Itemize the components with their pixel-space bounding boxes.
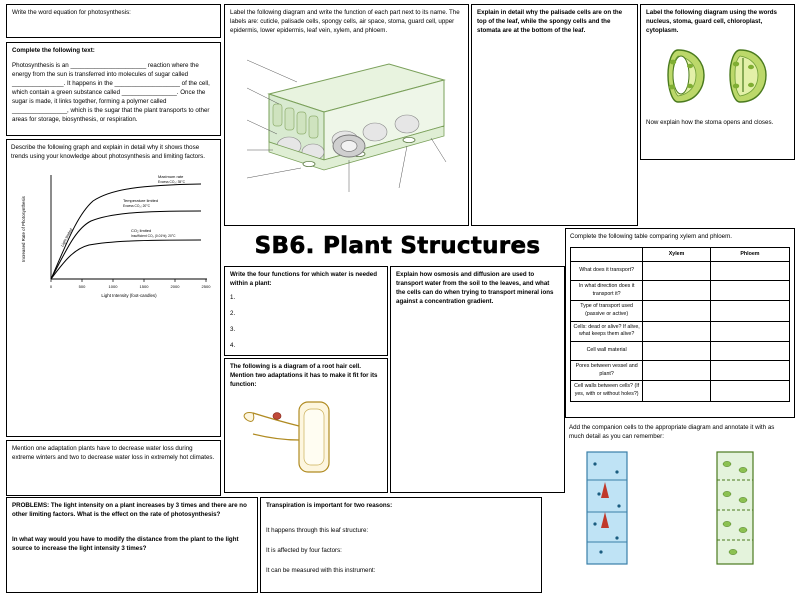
- root-hair-box: [224, 358, 388, 493]
- row-label: Cells: dead or alive? If alive, what keeps them alive?: [571, 321, 643, 341]
- cell-xylem[interactable]: [643, 342, 711, 361]
- table-header-row: [571, 247, 790, 261]
- cell-phloem[interactable]: [710, 301, 789, 321]
- water-functions-box: [224, 266, 388, 356]
- svg-text:500: 500: [78, 283, 86, 289]
- table-row: [571, 261, 790, 280]
- word-equation-text: Write the word equation for photosynthesis:: [12, 9, 131, 16]
- svg-text:Excess CO₂; 35°C: Excess CO₂; 35°C: [158, 179, 185, 184]
- comparison-table-box: [565, 228, 795, 418]
- water-functions-list: [230, 294, 382, 351]
- companion-cells-text: Add the companion cells to the appropriate diagram and annotate it with as much detail as you can remember:: [569, 424, 775, 440]
- cell-phloem[interactable]: [710, 321, 789, 341]
- row-label: Type of transport used (passive or active): [571, 301, 643, 321]
- list-item: 2.: [230, 309, 236, 317]
- row-label: In what direction does it transport it?: [571, 280, 643, 300]
- row-label: What does it transport?: [571, 261, 643, 280]
- photosynthesis-graph: [11, 167, 216, 303]
- xylem-phloem-diagrams: [569, 450, 791, 572]
- cell-xylem[interactable]: [643, 321, 711, 341]
- transpiration-heading: Transpiration is important for two reasons:: [266, 502, 393, 509]
- stoma-label-text: Label the following diagram using the words nucleus, stoma, guard cell, chloroplast, cytoplasm.: [646, 9, 777, 34]
- problems-box: [6, 497, 258, 593]
- osmosis-diffusion-text: Explain how osmosis and diffusion are used to transport water from the soil to the leaves, and what the cells can do when trying to transport mineral ions against a concentration gradient.: [396, 271, 554, 305]
- graph-task-heading: Describe the following graph and explain in detail why it shows those trends using your knowledge about photosynthesis and limiting factors.: [11, 144, 205, 160]
- cell-phloem[interactable]: [710, 361, 789, 381]
- transpiration-line-2: It is affected by four factors:: [266, 546, 342, 554]
- xylem-phloem-table: [570, 247, 790, 402]
- svg-text:Light limited: Light limited: [60, 227, 74, 248]
- row-label: Pores between vessel and plant?: [571, 361, 643, 381]
- leaf-cross-section-diagram: [230, 41, 463, 201]
- complete-text-body: Photosynthesis is an ______________________ reaction where the energy from the sun is transferred into molecules of sugar called _______________. It happens in the ___________________ of the cell, which contain a green substance called ________________. Once the sugar is made, it links together, forming a polymer called ________________, which is the sugar that the plant transports to other areas for storage, biosynthesis, or respiration.: [12, 61, 210, 123]
- table-header-xylem: Xylem: [643, 247, 711, 261]
- svg-text:Excess CO₂; 20°C: Excess CO₂; 20°C: [123, 203, 150, 208]
- problems-paragraph-1: [12, 502, 252, 520]
- table-header-blank: [571, 247, 643, 261]
- cell-phloem[interactable]: [710, 280, 789, 300]
- table-row: [571, 301, 790, 321]
- cell-phloem[interactable]: [710, 261, 789, 280]
- cell-xylem[interactable]: [643, 261, 711, 280]
- row-label: Cell walls between cells? (If yes, with or without holes?): [571, 381, 643, 401]
- palisade-explain-text: Explain in detail why the palisade cells are on the top of the leaf, while the spongy cells and the stomata are at the bottom of the leaf.: [477, 9, 623, 34]
- problems-label: PROBLEMS:: [12, 502, 50, 509]
- stoma-label-box: [640, 4, 795, 160]
- table-header-phloem: Phloem: [710, 247, 789, 261]
- cell-phloem[interactable]: [710, 381, 789, 401]
- winter-adaptation-box: [6, 440, 221, 496]
- row-label: Cell wall material: [571, 342, 643, 361]
- problems-text-1: The light intensity on a plant increases by 3 times and there are no other limiting factors. What is the effect on the rate of photosynthesis?: [12, 502, 247, 518]
- cell-xylem[interactable]: [643, 381, 711, 401]
- transpiration-line-1: It happens through this leaf structure:: [266, 526, 369, 534]
- cell-xylem[interactable]: [643, 301, 711, 321]
- list-item: 3.: [230, 325, 236, 333]
- word-equation-box: [6, 4, 221, 38]
- root-hair-text: The following is a diagram of a root hair cell. Mention two adaptations it has to make it fit for its function:: [230, 363, 378, 388]
- svg-text:1500: 1500: [139, 283, 149, 289]
- svg-text:CO₂ limited: CO₂ limited: [131, 227, 152, 233]
- svg-text:2500: 2500: [201, 283, 211, 289]
- companion-cells-box: [565, 420, 795, 595]
- list-item: 1.: [230, 293, 236, 301]
- osmosis-diffusion-box: [390, 266, 565, 493]
- table-row: [571, 321, 790, 341]
- svg-text:Light Intensity (foot-candles): Light Intensity (foot-candles): [101, 292, 157, 298]
- graph-task-box: [6, 139, 221, 437]
- svg-text:Maximum rate: Maximum rate: [158, 173, 184, 179]
- page-title: [232, 228, 563, 264]
- cell-phloem[interactable]: [710, 342, 789, 361]
- table-row: [571, 361, 790, 381]
- cell-xylem[interactable]: [643, 280, 711, 300]
- svg-text:2000: 2000: [170, 283, 180, 289]
- winter-adaptation-text: Mention one adaptation plants have to decrease water loss during extreme winters and two to decrease water loss in extremely hot climates.: [12, 445, 215, 461]
- table-row: [571, 342, 790, 361]
- svg-text:Increased Rate of Photosynthes: Increased Rate of Photosynthesis: [21, 196, 26, 262]
- leaf-label-text: Label the following diagram and write the function of each part next to its name. The labels are: cuticle, palisade cells, spongy cells, air space, stoma, guard cell, upper epidermis, lower epidermis, leaf vein, xylem, and phloem.: [230, 9, 460, 34]
- comparison-table-heading: Complete the following table comparing xylem and phloem.: [570, 233, 732, 240]
- cell-xylem[interactable]: [643, 361, 711, 381]
- complete-text-heading: Complete the following text:: [12, 47, 95, 54]
- table-row: [571, 280, 790, 300]
- transpiration-box: [260, 497, 542, 593]
- transpiration-line-3: It can be measured with this instrument:: [266, 566, 376, 574]
- svg-text:1000: 1000: [108, 283, 118, 289]
- problems-text-2: In what way would you have to modify the distance from the plant to the light source to increase the light intensity 3 times?: [12, 535, 239, 552]
- stoma-follow-up-text: Now explain how the stoma opens and closes.: [646, 118, 774, 126]
- list-item: 4.: [230, 341, 236, 349]
- complete-text-box: [6, 42, 221, 136]
- stomata-guard-cells-diagram: [646, 41, 789, 113]
- root-hair-cell-diagram: [230, 395, 382, 479]
- page-title-text: SB6. Plant Structures: [254, 233, 541, 259]
- svg-text:Insufficient CO₂ (0.01%); 20°C: Insufficient CO₂ (0.01%); 20°C: [131, 233, 176, 238]
- svg-text:Temperature limited: Temperature limited: [123, 197, 159, 203]
- leaf-label-box: [224, 4, 469, 226]
- palisade-explain-box: [471, 4, 638, 226]
- water-functions-heading: Write the four functions for which water is needed within a plant:: [230, 271, 378, 287]
- svg-text:0: 0: [49, 283, 53, 289]
- table-row: [571, 381, 790, 401]
